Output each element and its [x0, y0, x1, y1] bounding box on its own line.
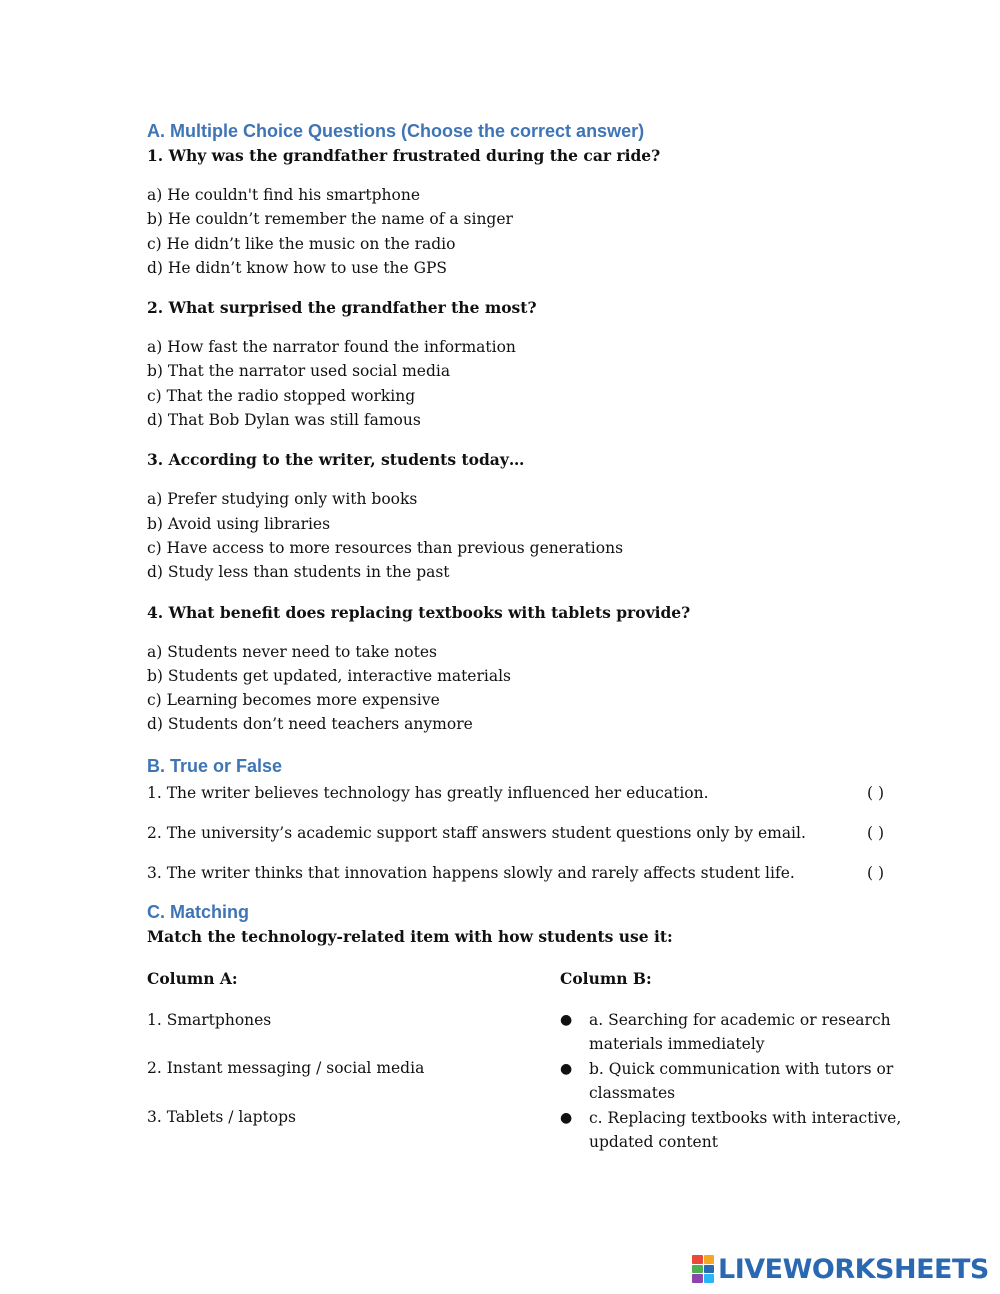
option[interactable]: d) That Bob Dylan was still famous — [147, 411, 421, 430]
column-b-item-text: b. Quick communication with tutors or classmates — [589, 1059, 894, 1103]
option[interactable]: c) He didn’t like the music on the radio — [147, 234, 456, 253]
column-a-item[interactable]: 2. Instant messaging / social media — [147, 1059, 425, 1078]
statement-text: 3. The writer thinks that innovation happens slowly and rarely affects student life. — [147, 863, 795, 882]
option[interactable]: d) Study less than students in the past — [147, 563, 450, 582]
option[interactable]: a) He couldn't find his smartphone — [147, 186, 421, 204]
true-false-item — [147, 821, 907, 845]
option[interactable]: c) That the radio stopped working — [147, 386, 416, 405]
option[interactable]: a) Students never need to take notes — [147, 642, 437, 661]
bullet-icon: ● — [560, 1060, 573, 1077]
logo-block — [692, 1265, 703, 1274]
option-list — [147, 335, 907, 432]
column-a-header: Column A: — [147, 968, 238, 988]
statement-text: 2. The university’s academic support staff answers student questions only by email. — [147, 823, 806, 842]
logo-block — [704, 1255, 715, 1264]
statement-text: 1. The writer believes technology has greatly influenced her education. — [147, 783, 709, 802]
question: 4. What benefit does replacing textbooks with tablets provide? — [147, 602, 691, 622]
true-false-list — [147, 781, 907, 885]
bullet-icon: ● — [560, 1011, 573, 1028]
liveworksheets-logo[interactable] — [692, 1252, 989, 1286]
option[interactable]: a) How fast the narrator found the information — [147, 338, 516, 357]
section-a-title: A. Multiple Choice Questions (Choose the correct answer) — [147, 121, 645, 141]
matching-instruction: Match the technology-related item with how students use it: — [147, 926, 673, 946]
column-b-item-text: c. Replacing textbooks with interactive, updated content — [589, 1108, 902, 1152]
option[interactable]: c) Learning becomes more expensive — [147, 691, 440, 710]
question: 3. According to the writer, students today… — [147, 450, 525, 470]
logo-block — [692, 1274, 703, 1283]
logo-block — [704, 1274, 715, 1283]
option[interactable]: d) Students don’t need teachers anymore — [147, 715, 473, 734]
column-b — [560, 967, 907, 1155]
answer-blank[interactable]: ( ) — [867, 823, 885, 842]
option[interactable]: b) Avoid using libraries — [147, 514, 331, 533]
answer-blank[interactable]: ( ) — [867, 783, 885, 802]
column-b-item[interactable] — [560, 1008, 907, 1057]
section-b-title: B. True or False — [147, 755, 283, 776]
option-list — [147, 183, 907, 280]
logo-text: LIVEWORKSHEETS — [718, 1253, 989, 1285]
true-false-item — [147, 861, 907, 885]
column-b-item[interactable] — [560, 1106, 907, 1155]
section-a-questions — [147, 144, 907, 737]
option[interactable]: b) Students get updated, interactive materials — [147, 666, 511, 685]
option-list — [147, 487, 907, 584]
question: 2. What surprised the grandfather the most? — [147, 298, 537, 318]
logo-block — [692, 1255, 703, 1264]
worksheet — [147, 118, 907, 1155]
answer-blank[interactable]: ( ) — [867, 863, 885, 882]
column-a — [147, 967, 560, 1155]
question: 1. Why was the grandfather frustrated during the car ride? — [147, 146, 661, 165]
bullet-icon: ● — [560, 1109, 573, 1126]
column-b-item-text: a. Searching for academic or research materials immediately — [589, 1010, 891, 1054]
true-false-item — [147, 781, 907, 805]
column-b-header: Column B: — [560, 968, 652, 988]
column-a-item[interactable]: 1. Smartphones — [147, 1010, 272, 1029]
option[interactable]: b) That the narrator used social media — [147, 362, 451, 381]
logo-mark-icon — [692, 1255, 714, 1283]
option-list — [147, 640, 907, 737]
column-a-item[interactable]: 3. Tablets / laptops — [147, 1107, 296, 1126]
option[interactable]: d) He didn’t know how to use the GPS — [147, 258, 448, 277]
logo-block — [704, 1265, 715, 1274]
section-c-title: C. Matching — [147, 901, 249, 922]
option[interactable]: a) Prefer studying only with books — [147, 490, 418, 509]
matching-columns — [147, 967, 907, 1155]
option[interactable]: b) He couldn’t remember the name of a singer — [147, 210, 513, 229]
option[interactable]: c) Have access to more resources than previous generations — [147, 538, 624, 557]
column-b-item[interactable] — [560, 1057, 907, 1106]
